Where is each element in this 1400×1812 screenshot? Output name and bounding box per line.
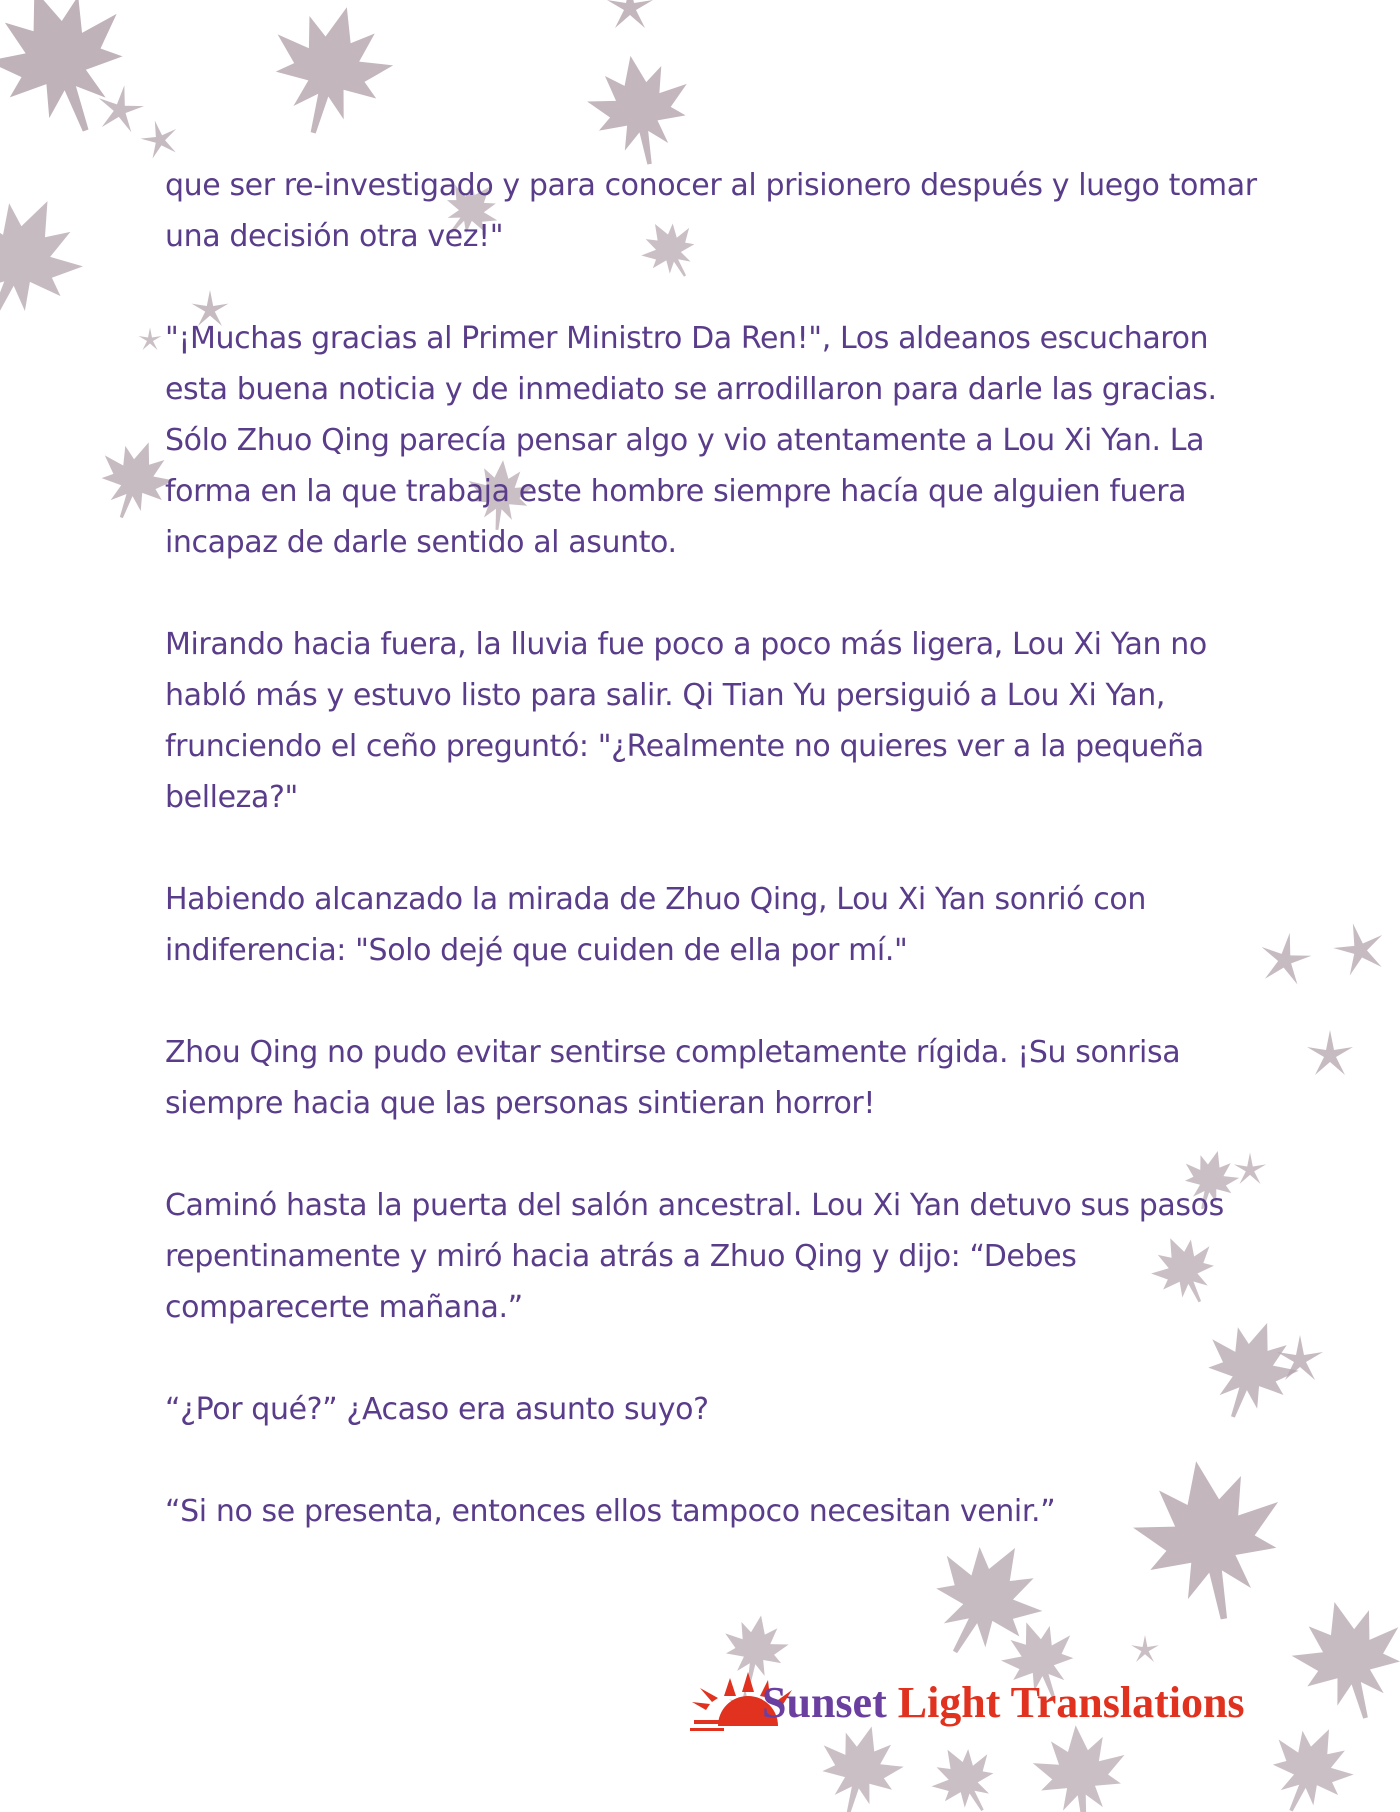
paragraph-5: Zhou Qing no pudo evitar sentirse completamente rígida. ¡Su sonrisa siempre hacia que las personas sintieran horror! bbox=[165, 1035, 1181, 1121]
maple-leaf-icon bbox=[607, 0, 653, 28]
paragraph-6: Caminó hasta la puerta del salón ancestral. Lou Xi Yan detuvo sus pasos repentinamente y miró hacia atrás a Zhuo Qing y dijo: “Debes comparecerte mañana.” bbox=[165, 1188, 1224, 1325]
maple-leaf-icon bbox=[0, 176, 102, 344]
paragraph-8: “Si no se presenta, entonces ellos tampoco necesitan venir.” bbox=[165, 1494, 1056, 1529]
maple-leaf-icon bbox=[139, 328, 162, 351]
maple-leaf-icon bbox=[1281, 1588, 1400, 1732]
logo-text bbox=[762, 1678, 1245, 1728]
maple-leaf-icon bbox=[1307, 1030, 1353, 1075]
logo-word-light: Light bbox=[897, 1678, 1001, 1727]
logo-word-translations: Translations bbox=[1010, 1678, 1245, 1727]
maple-leaf-icon bbox=[1131, 1635, 1159, 1662]
maple-leaf-icon bbox=[581, 47, 700, 173]
maple-leaf-icon bbox=[920, 1734, 1011, 1812]
paragraph-3: Mirando hacia fuera, la lluvia fue poco a poco más ligera, Lou Xi Yan no habló más y estuvo listo para salir. Qi Tian Yu persiguió a Lou Xi Yan, frunciendo el ceño preguntó: "¿Realmente no quieres ver a la pequeña belleza?" bbox=[165, 627, 1207, 815]
maple-leaf-icon bbox=[137, 116, 182, 160]
document-body bbox=[165, 160, 1275, 1588]
maple-leaf-icon bbox=[255, 0, 404, 148]
translator-logo bbox=[690, 1672, 1290, 1736]
paragraph-2: "¡Muchas gracias al Primer Ministro Da Ren!", Los aldeanos escucharon esta buena noticia y de inmediato se arrodillaron para darle las gracias. Sólo Zhuo Qing parecía pensar algo y vio atentamente a Lou Xi Yan. La forma en la que trabaja este hombre siempre hacía que alguien fuera incapaz de darle sentido al asunto. bbox=[165, 321, 1217, 560]
paragraph-7: “¿Por qué?” ¿Acaso era asunto suyo? bbox=[165, 1392, 709, 1427]
maple-leaf-icon bbox=[1328, 917, 1390, 978]
paragraph-4: Habiendo alcanzado la mirada de Zhuo Qing, Lou Xi Yan sonrió con indiferencia: "Solo dejé que cuiden de ella por mí." bbox=[165, 882, 1146, 968]
logo-word-sunset: Sunset bbox=[762, 1678, 887, 1727]
maple-leaf-icon bbox=[94, 81, 147, 133]
maple-leaf-icon bbox=[0, 0, 150, 154]
paragraph-1: que ser re-investigado y para conocer al prisionero después y luego tomar una decisión otra vez!" bbox=[165, 168, 1257, 254]
